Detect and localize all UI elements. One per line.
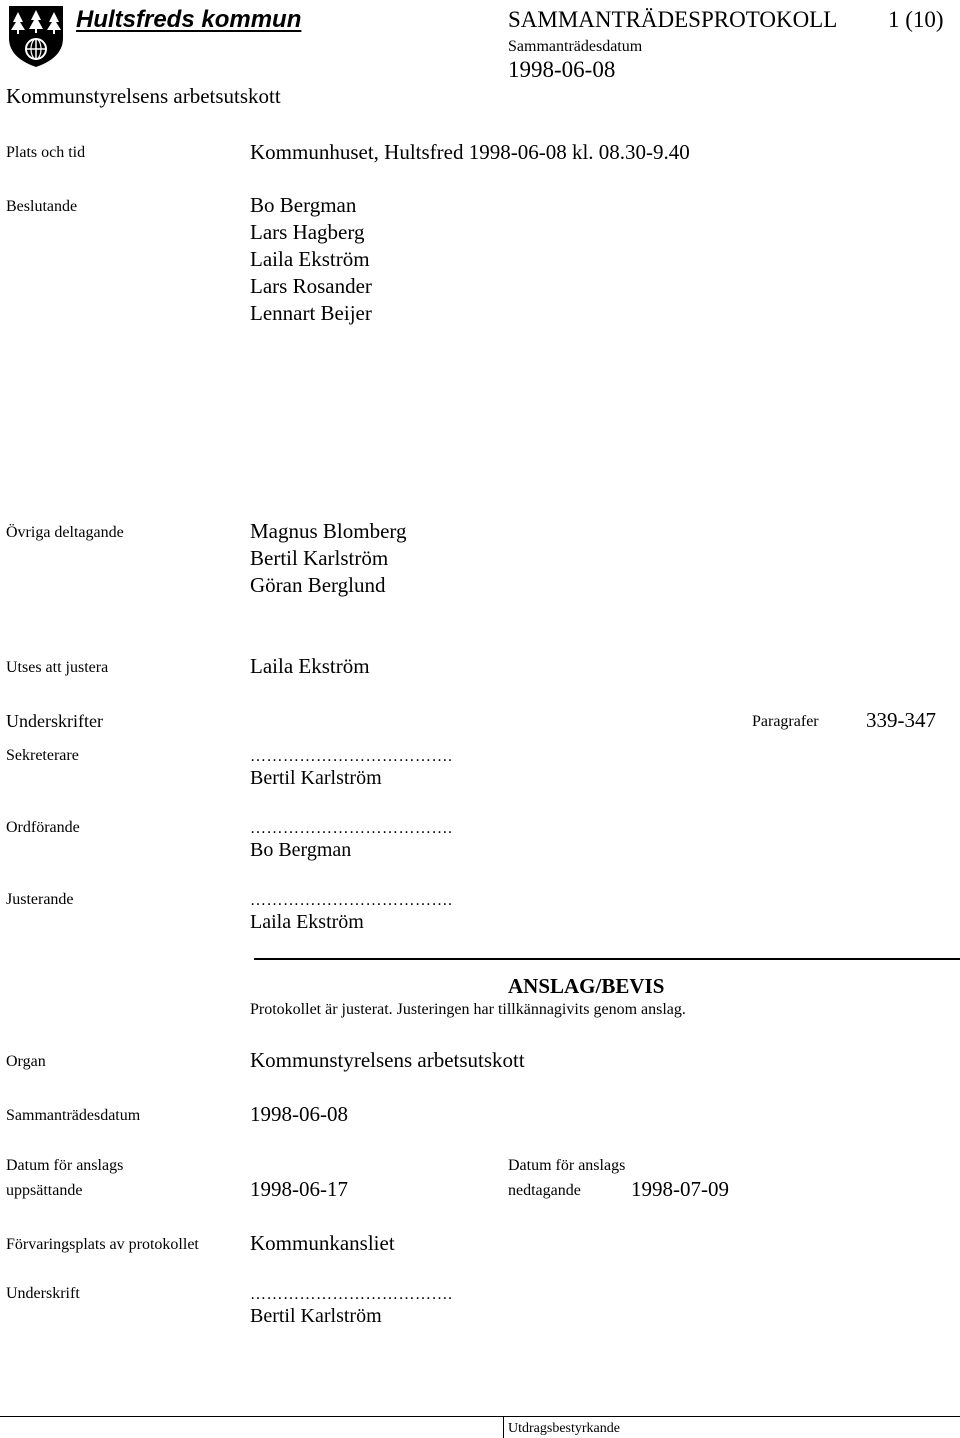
notice-meeting-date: 1998-06-08 xyxy=(250,1102,348,1126)
removal-date: 1998-07-09 xyxy=(631,1177,729,1201)
section-divider xyxy=(254,958,960,960)
adjuster-signer-name: Laila Ekström xyxy=(250,911,364,933)
deciding-member: Laila Ekström xyxy=(250,247,370,271)
committee-name: Kommunstyrelsens arbetsutskott xyxy=(6,84,281,108)
organ-label: Organ xyxy=(6,1053,46,1070)
other-participant: Magnus Blomberg xyxy=(250,519,407,543)
deciding-member: Lars Rosander xyxy=(250,274,372,298)
other-participant: Göran Berglund xyxy=(250,573,386,597)
adjuster-name: Laila Ekström xyxy=(250,654,370,678)
secretary-label: Sekreterare xyxy=(6,747,79,764)
municipality-name: Hultsfreds kommun xyxy=(76,6,302,33)
chair-name: Bo Bergman xyxy=(250,839,352,861)
removal-date-label-line1: Datum för anslags xyxy=(508,1157,626,1174)
posting-date-label-line1: Datum för anslags xyxy=(6,1157,124,1174)
signature-label: Underskrift xyxy=(6,1285,80,1302)
place-value: Kommunhuset, Hultsfred 1998-06-08 kl. 08.30-9.40 xyxy=(250,140,690,164)
adjuster-label: Utses att justera xyxy=(6,659,109,676)
notice-meeting-date-label: Sammanträdesdatum xyxy=(6,1107,141,1124)
posting-date-label-line2: uppsättande xyxy=(6,1182,83,1199)
other-participants-label: Övriga deltagande xyxy=(6,524,124,541)
chair-signature-line: ………………………………. xyxy=(250,820,453,837)
excerpt-certification-label: Utdragsbestyrkande xyxy=(508,1421,620,1436)
place-label: Plats och tid xyxy=(6,144,86,161)
notice-signer-name: Bertil Karlström xyxy=(250,1305,382,1327)
adjuster-signature-label: Justerande xyxy=(6,891,74,908)
notice-title: ANSLAG/BEVIS xyxy=(508,974,665,998)
storage-label: Förvaringsplats av protokollet xyxy=(6,1236,199,1253)
notice-signature-line: ………………………………. xyxy=(250,1286,453,1303)
page-number: 1 (10) xyxy=(888,7,944,32)
paragraphs-range: 339-347 xyxy=(866,708,936,732)
footer-column-divider xyxy=(503,1416,504,1438)
document-type-title: SAMMANTRÄDESPROTOKOLL xyxy=(508,7,838,32)
signatures-heading: Underskrifter xyxy=(6,711,103,731)
removal-date-label-line2: nedtagande xyxy=(508,1182,581,1199)
storage-value: Kommunkansliet xyxy=(250,1231,395,1255)
deciding-list xyxy=(250,192,372,327)
posting-date: 1998-06-17 xyxy=(250,1177,348,1201)
municipal-coat-of-arms xyxy=(6,4,66,68)
deciding-member: Bo Bergman xyxy=(250,193,357,217)
meeting-date-label: Sammanträdesdatum xyxy=(508,38,643,55)
adjuster-signature-line: ………………………………. xyxy=(250,892,453,909)
other-participant: Bertil Karlström xyxy=(250,546,389,570)
other-participants-list xyxy=(250,518,407,599)
notice-text: Protokollet är justerat. Justeringen har tillkännagivits genom anslag. xyxy=(250,1001,686,1018)
deciding-label: Beslutande xyxy=(6,198,78,215)
footer-divider xyxy=(0,1416,960,1417)
chair-label: Ordförande xyxy=(6,819,80,836)
deciding-member: Lennart Beijer xyxy=(250,301,372,325)
deciding-member: Lars Hagberg xyxy=(250,220,365,244)
organ-value: Kommunstyrelsens arbetsutskott xyxy=(250,1048,525,1072)
secretary-signature-line: ………………………………. xyxy=(250,748,453,765)
paragraphs-label: Paragrafer xyxy=(752,713,819,730)
meeting-date: 1998-06-08 xyxy=(508,57,616,82)
secretary-name: Bertil Karlström xyxy=(250,767,382,789)
